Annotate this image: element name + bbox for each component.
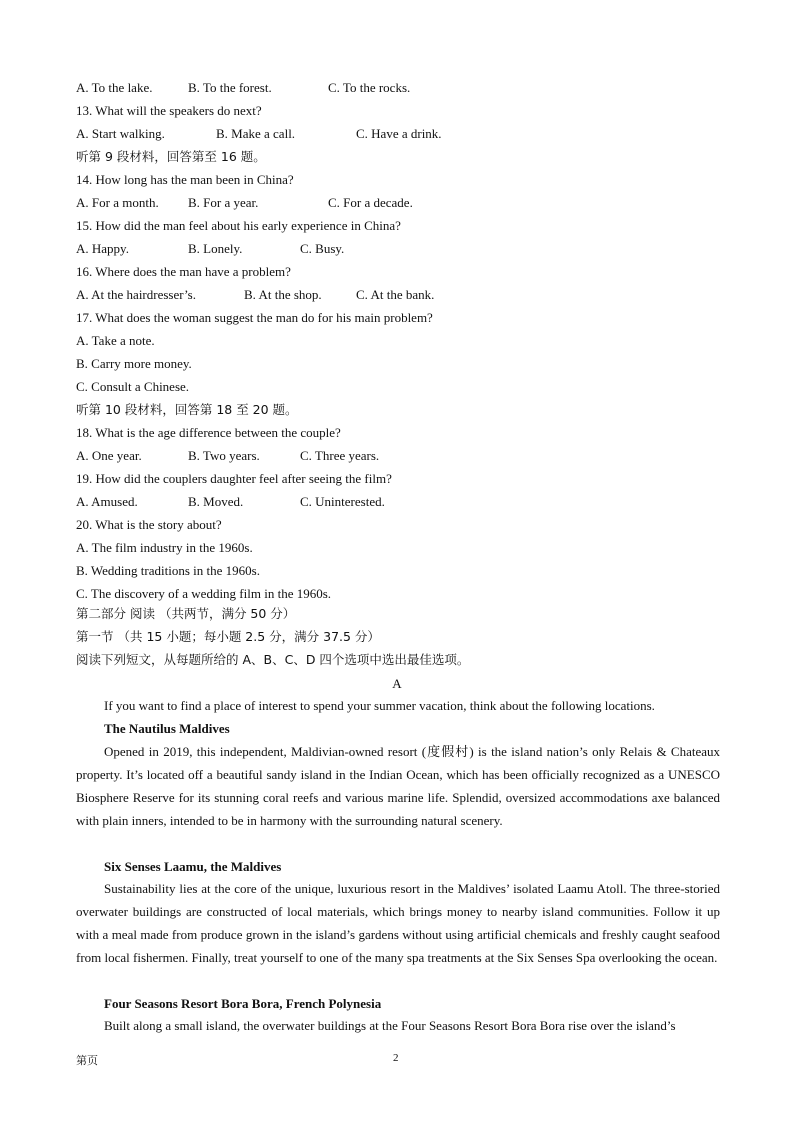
reading-section-title: 第一节 （共 15 小题；每小题 2.5 分，满分 37.5 分） [76, 629, 380, 644]
passage-intro: If you want to find a place of interest to spend your summer vacation, think about the following locations. [104, 698, 655, 713]
q16-option-c: C. At the bank. [356, 287, 435, 302]
section-9-instruction: 听第 9 段材料，回答第至 16 题。 [76, 149, 266, 164]
q20-option-c: C. The discovery of a wedding film in the 1960s. [76, 586, 332, 601]
question-18: 18. What is the age difference between the couple? [76, 425, 341, 440]
q17-option-a: A. Take a note. [76, 333, 155, 348]
q12-option-a: A. To the lake. [76, 80, 153, 95]
q16-option-a: A. At the hairdresser’s. [76, 287, 196, 302]
q20-option-a: A. The film industry in the 1960s. [76, 540, 253, 555]
q20-option-b: B. Wedding traditions in the 1960s. [76, 563, 260, 578]
paragraph-four-seasons: Built along a small island, the overwater buildings at the Four Seasons Resort Bora Bora rise over the island’s [104, 1018, 676, 1033]
q19-option-a: A. Amused. [76, 494, 138, 509]
question-20: 20. What is the story about? [76, 517, 222, 532]
heading-four-seasons: Four Seasons Resort Bora Bora, French Polynesia [104, 996, 382, 1011]
q14-option-b: B. For a year. [188, 195, 259, 210]
heading-six-senses: Six Senses Laamu, the Maldives [104, 859, 282, 874]
q17-option-c: C. Consult a Chinese. [76, 379, 190, 394]
q19-option-b: B. Moved. [188, 494, 244, 509]
q14-option-c: C. For a decade. [328, 195, 413, 210]
question-15: 15. How did the man feel about his early experience in China? [76, 218, 401, 233]
question-17: 17. What does the woman suggest the man do for his main problem? [76, 310, 433, 325]
heading-nautilus: The Nautilus Maldives [104, 721, 230, 736]
footer-page-number: 2 [393, 1052, 399, 1064]
paragraph-nautilus: Opened in 2019, this independent, Maldivian-owned resort (度假村) is the island nation’s only Relais & Chateaux property. It’s located off a beautiful sandy island in the Indian Ocean, which has been officially recognized as a UNESCO Biosphere Reserve for its stunning coral reefs and various marine life. Splendid, oversized accommodations axe balanced with plain inners, intended to be in harmony with the surrounding natural scenery. [76, 744, 720, 828]
q14-option-a: A. For a month. [76, 195, 159, 210]
question-13: 13. What will the speakers do next? [76, 103, 262, 118]
question-19: 19. How did the couplers daughter feel after seeing the film? [76, 471, 392, 486]
q12-option-c: C. To the rocks. [328, 80, 411, 95]
q18-option-b: B. Two years. [188, 448, 260, 463]
q15-option-c: C. Busy. [300, 241, 345, 256]
q15-option-a: A. Happy. [76, 241, 129, 256]
reading-part-title: 第二部分 阅读 （共两节，满分 50 分） [76, 606, 296, 621]
q12-option-b: B. To the forest. [188, 80, 272, 95]
passage-label: A [392, 676, 402, 691]
paragraph-six-senses: Sustainability lies at the core of the unique, luxurious resort in the Maldives’ isolated Laamu Atoll. The three-storied overwater buildings are constructed of local materials, which brings money to nearby island communities. Follow it up with a meal made from produce grown in the island’s gardens without using artificial chemicals and freshly caught seafood from local fishermen. Finally, treat yourself to one of the many spa treatments at the Six Senses Spa overlooking the ocean. [76, 881, 720, 965]
q19-option-c: C. Uninterested. [300, 494, 385, 509]
q13-option-a: A. Start walking. [76, 126, 165, 141]
reading-instruction: 阅读下列短文，从每题所给的 A、B、C、D 四个选项中选出最佳选项。 [76, 652, 470, 667]
footer-page-label: 第页 [76, 1054, 98, 1067]
q15-option-b: B. Lonely. [188, 241, 243, 256]
section-10-instruction: 听第 10 段材料，回答第 18 至 20 题。 [76, 402, 298, 417]
q17-option-b: B. Carry more money. [76, 356, 192, 371]
q13-option-c: C. Have a drink. [356, 126, 442, 141]
q18-option-c: C. Three years. [300, 448, 380, 463]
question-16: 16. Where does the man have a problem? [76, 264, 291, 279]
q18-option-a: A. One year. [76, 448, 142, 463]
q16-option-b: B. At the shop. [244, 287, 322, 302]
question-14: 14. How long has the man been in China? [76, 172, 294, 187]
q13-option-b: B. Make a call. [216, 126, 296, 141]
